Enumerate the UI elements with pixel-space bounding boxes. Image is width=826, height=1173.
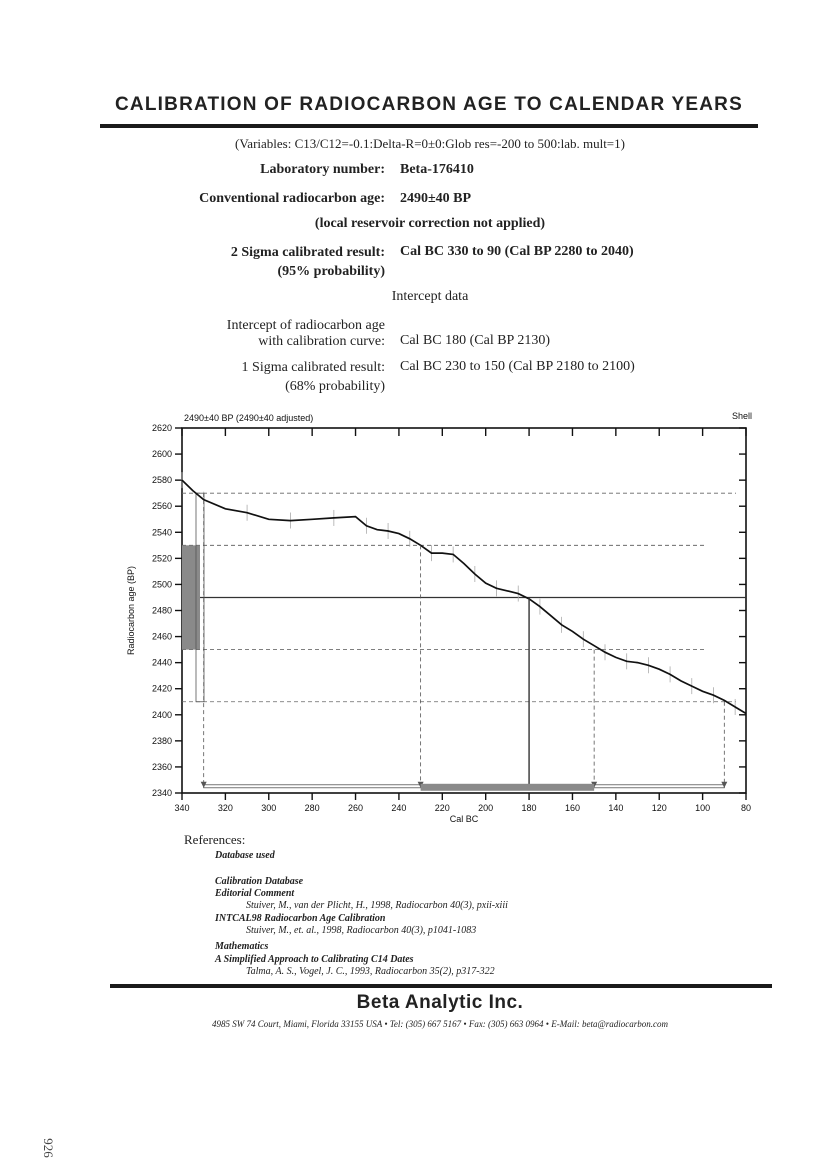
sigma1-label: 1 Sigma calibrated result: (241, 360, 385, 375)
lab-number-label: Laboratory number: (260, 162, 385, 177)
x-tick-label: 300 (261, 803, 277, 813)
x-axis-label: Cal BC (449, 814, 479, 824)
ref-intcal98-citation: Stuiver, M., et. al., 1998, Radiocarbon 40(3), p1041-1083 (246, 925, 477, 936)
title-rule (100, 124, 758, 128)
sigma1-age-band (182, 545, 200, 649)
y-tick-label: 2560 (151, 501, 172, 512)
reservoir-note: (local reservoir correction not applied) (314, 216, 546, 231)
conventional-age-label: Conventional radiocarbon age: (199, 191, 385, 206)
company-name: Beta Analytic Inc. (356, 992, 524, 1013)
x-tick-label: 260 (348, 803, 364, 813)
x-tick-label: 200 (478, 803, 494, 813)
sigma1-probability: (68% probability) (285, 379, 385, 394)
ref-database-used: Database used (215, 850, 275, 861)
page-title: CALIBRATION OF RADIOCARBON AGE TO CALENDAR YEARS (115, 94, 743, 115)
y-tick-label: 2360 (151, 761, 172, 772)
ref-editorial-citation: Stuiver, M., van der Plicht, H., 1998, Radiocarbon 40(3), pxii-xiii (246, 900, 508, 911)
plot-frame (182, 428, 746, 793)
x-tick-label: 220 (434, 803, 450, 813)
lab-number-value: Beta-176410 (400, 162, 474, 177)
intercept-label-line2: with calibration curve: (258, 334, 385, 349)
intercept-value: Cal BC 180 (Cal BP 2130) (400, 333, 550, 348)
y-tick-label: 2620 (151, 423, 172, 433)
ref-simplified-citation: Talma, A. S., Vogel, J. C., 1993, Radiocarbon 35(2), p317-322 (246, 966, 495, 977)
ref-simplified-approach: A Simplified Approach to Calibrating C14 Dates (215, 954, 414, 965)
calibration-chart-svg (110, 405, 760, 825)
ref-intcal98: INTCAL98 Radiocarbon Age Calibration (215, 913, 386, 924)
ref-mathematics: Mathematics (215, 941, 269, 952)
x-tick-label: 340 (174, 803, 190, 813)
conventional-age-value: 2490±40 BP (400, 191, 472, 206)
variables-line: (Variables: C13/C12=-0.1:Delta-R=0±0:Glob res=-200 to 500:lab. mult=1) (235, 136, 625, 151)
sigma1-range-bar (421, 784, 595, 791)
sigma1-value: Cal BC 230 to 150 (Cal BP 2180 to 2100) (400, 359, 635, 374)
company-address: 4985 SW 74 Court, Miami, Florida 33155 USA • Tel: (305) 667 5167 • Fax: (305) 663 0964 • E-Mail: beta@radiocarbon.com (212, 1019, 668, 1029)
margin-handwritten-mark: 926 (40, 1138, 56, 1158)
x-tick-label: 320 (217, 803, 233, 813)
y-tick-label: 2500 (151, 579, 172, 590)
y-tick-label: 2580 (151, 475, 172, 486)
calibration-chart (110, 405, 760, 825)
calibration-curve (182, 480, 746, 713)
sigma2-label: 2 Sigma calibrated result: (230, 245, 385, 260)
ref-editorial-comment: Editorial Comment (215, 888, 295, 899)
y-tick-label: 2400 (151, 709, 172, 720)
x-tick-label: 80 (740, 803, 752, 813)
y-axis-label: Radiocarbon age (BP) (126, 565, 136, 656)
y-tick-label: 2420 (151, 683, 172, 694)
x-tick-label: 140 (608, 803, 624, 813)
sigma2-probability: (95% probability) (277, 264, 385, 279)
y-tick-label: 2480 (151, 605, 172, 616)
x-tick-label: 280 (304, 803, 320, 813)
x-tick-label: 180 (521, 803, 537, 813)
y-tick-label: 2540 (151, 527, 172, 538)
x-tick-label: 120 (651, 803, 667, 813)
ref-calibration-database: Calibration Database (215, 876, 304, 887)
intercept-heading: Intercept data (391, 289, 469, 304)
x-tick-label: 100 (695, 803, 711, 813)
y-tick-label: 2340 (151, 788, 172, 798)
y-tick-label: 2460 (151, 631, 172, 642)
y-tick-label: 2440 (151, 657, 172, 668)
footer-rule (110, 984, 772, 988)
references-heading: References: (184, 832, 246, 847)
intercept-label-line1: Intercept of radiocarbon age (226, 318, 385, 333)
chart-title: 2490±40 BP (2490±40 adjusted) (184, 413, 314, 423)
x-tick-label: 240 (391, 803, 407, 813)
sigma2-value: Cal BC 330 to 90 (Cal BP 2280 to 2040) (400, 244, 634, 259)
y-tick-label: 2600 (151, 449, 172, 460)
chart-corner-label: Shell (731, 411, 752, 421)
y-tick-label: 2520 (151, 553, 172, 564)
y-tick-label: 2380 (151, 735, 172, 746)
x-tick-label: 160 (564, 803, 580, 813)
